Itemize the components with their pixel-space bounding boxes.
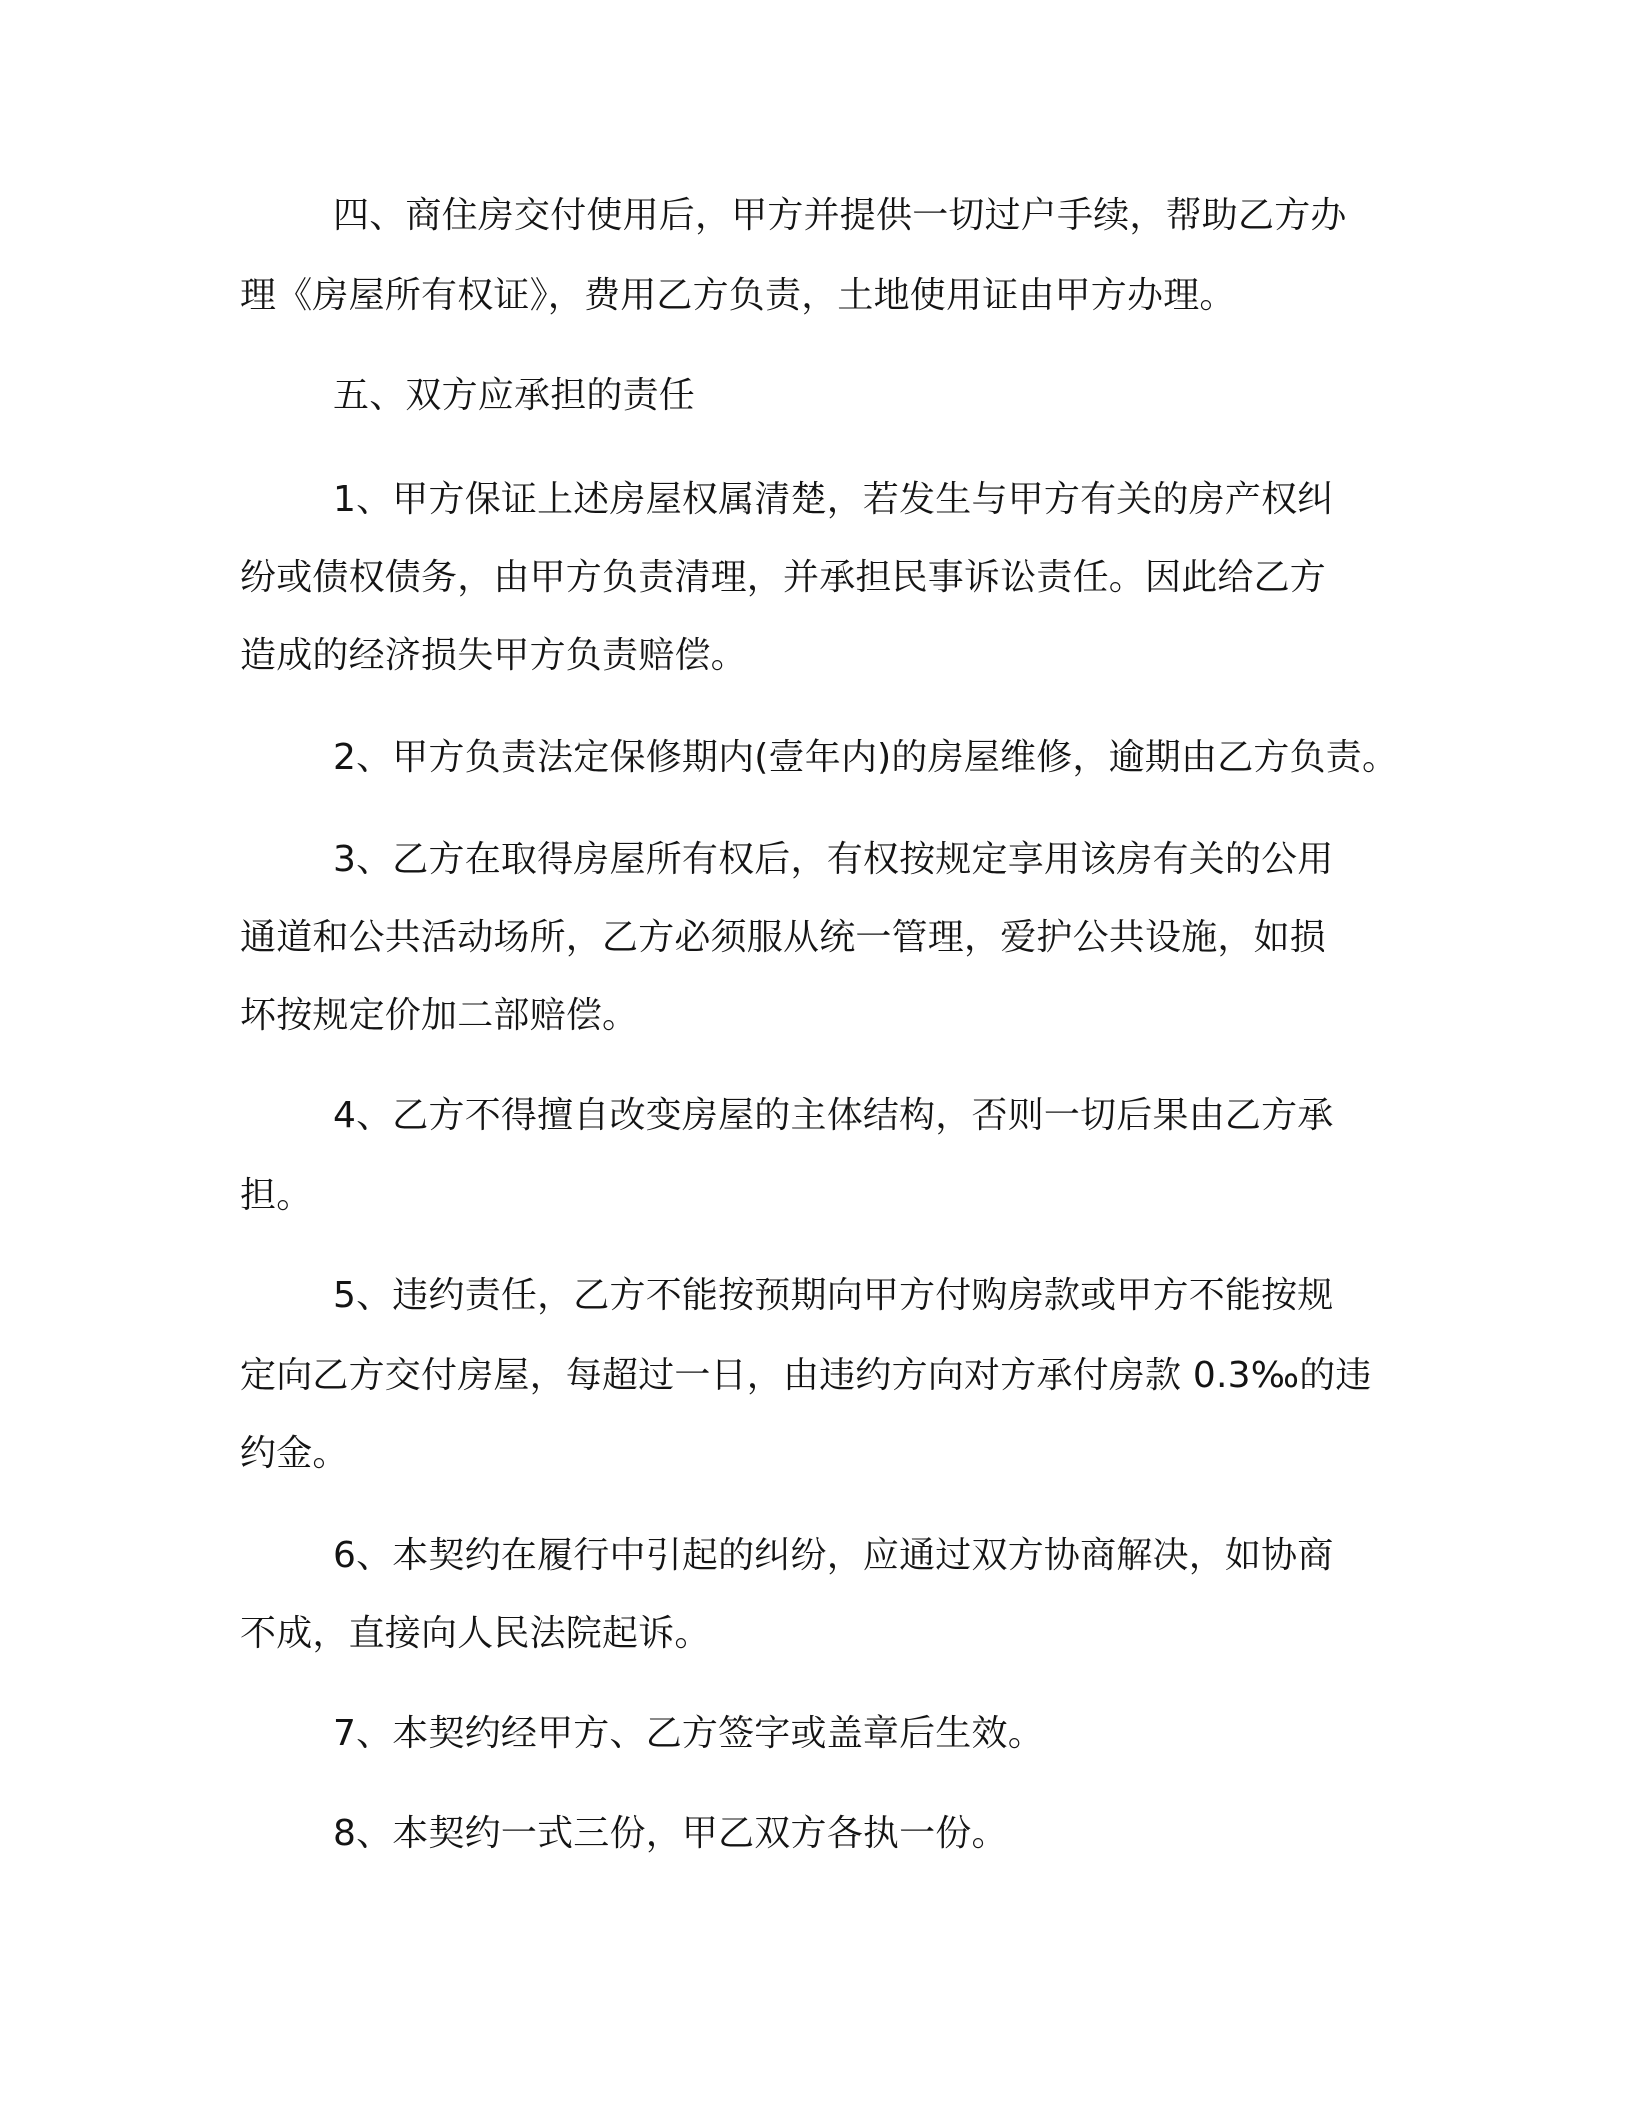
clause-4-line-2: 理《房屋所有权证》，费用乙方负责，土地使用证由甲方办理。 <box>240 275 1236 316</box>
item-5-line-2: 定向乙方交付房屋，每超过一日，由违约方向对方承付房款 0.3‰的违 <box>240 1355 1372 1396</box>
item-7-line-1: 7、本契约经甲方、乙方签字或盖章后生效。 <box>333 1713 1044 1754</box>
item-6-line-2: 不成，直接向人民法院起诉。 <box>240 1613 711 1654</box>
item-5-line-1: 5、违约责任，乙方不能按预期向甲方付购房款或甲方不能按规 <box>333 1275 1334 1316</box>
item-2-line-1: 2、甲方负责法定保修期内(壹年内)的房屋维修，逾期由乙方负责。 <box>333 737 1399 778</box>
item-3-line-1: 3、乙方在取得房屋所有权后，有权按规定享用该房有关的公用 <box>333 839 1334 880</box>
item-4-line-2: 担。 <box>240 1175 313 1216</box>
section-5-heading: 五、双方应承担的责任 <box>333 375 696 416</box>
item-4-line-1: 4、乙方不得擅自改变房屋的主体结构，否则一切后果由乙方承 <box>333 1095 1334 1136</box>
clause-4-line-1: 四、商住房交付使用后，甲方并提供一切过户手续，帮助乙方办 <box>333 195 1347 236</box>
item-8-line-1: 8、本契约一式三份，甲乙双方各执一份。 <box>333 1813 1008 1854</box>
item-5-line-3: 约金。 <box>240 1433 349 1474</box>
item-1-line-1: 1、甲方保证上述房屋权属清楚，若发生与甲方有关的房产权纠 <box>333 479 1334 520</box>
item-1-line-3: 造成的经济损失甲方负责赔偿。 <box>240 635 747 676</box>
item-3-line-2: 通道和公共活动场所，乙方必须服从统一管理，爱护公共设施，如损 <box>240 917 1327 958</box>
item-3-line-3: 坏按规定价加二部赔偿。 <box>240 995 639 1036</box>
item-6-line-1: 6、本契约在履行中引起的纠纷，应通过双方协商解决，如协商 <box>333 1535 1334 1576</box>
item-1-line-2: 纷或债权债务，由甲方负责清理，并承担民事诉讼责任。因此给乙方 <box>240 557 1327 598</box>
